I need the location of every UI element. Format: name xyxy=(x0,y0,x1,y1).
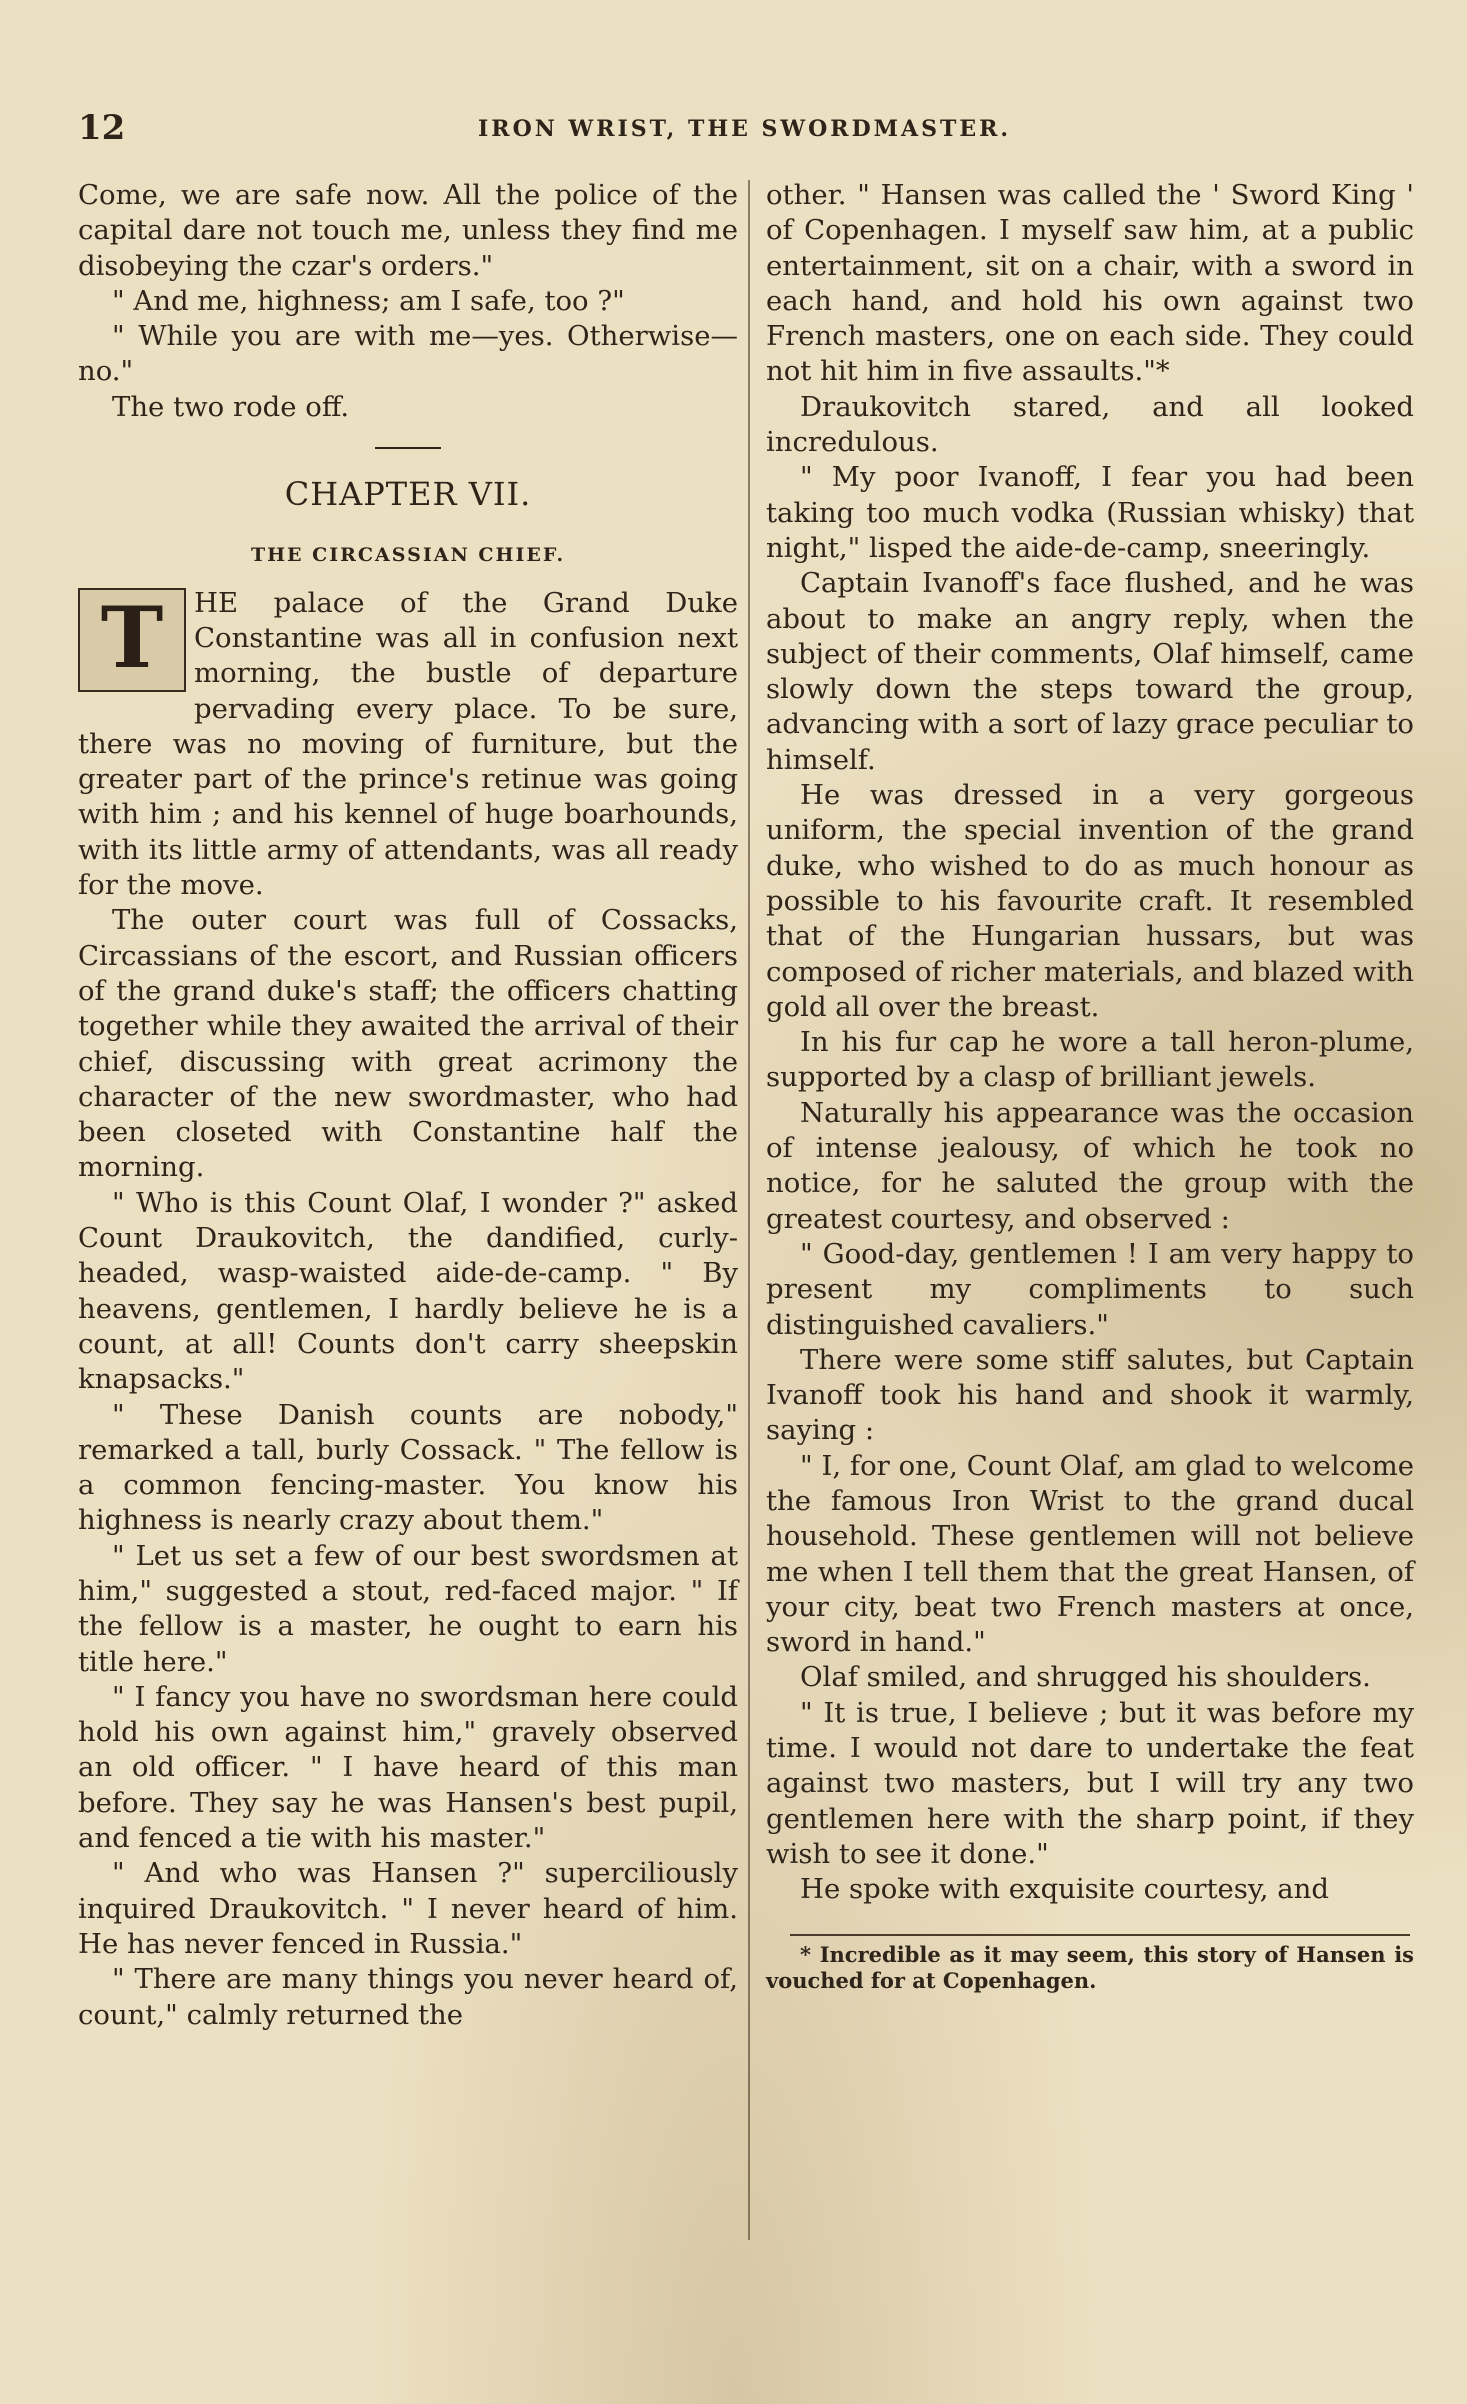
section-break-rule xyxy=(375,447,441,449)
paragraph: He spoke with exquisite courtesy, and xyxy=(800,1873,1329,1906)
paragraph: " These Danish counts are nobody," remarked a tall, burly Cossack. " The fellow is a common fencing-master. You know his highness is nearly crazy about them." xyxy=(78,1398,738,1537)
paragraph: Captain Ivanoff's face flushed, and he was about to make an angry reply, when the subject of their comments, Olaf himself, came slowly down the steps toward the group, advancing with a sort of lazy grace peculiar to himself. xyxy=(766,567,1414,776)
paragraph: " And me, highness; am I safe, too ?" xyxy=(112,284,625,317)
paragraph: He was dressed in a very gorgeous uniform, the special invention of the grand duke, who wished to do as much honour as possible to his favourite craft. It resembled that of the Hungarian hussars, but was composed of richer materials, and blazed with gold all over the breast. xyxy=(766,779,1414,1023)
paragraph: Naturally his appearance was the occasion of intense jealousy, of which he took no notice, for he saluted the group with the greatest courtesy, and observed : xyxy=(766,1096,1414,1235)
opening-text: HE palace of the Grand Duke Constantine was all in confusion next morning, the bustle of departure pervading every place. To be sure, there was no moving of furniture, but the greater part of the prince's retinue was going with him ; and his kennel of huge boarhounds, with its little army of attendants, was all ready for the move. xyxy=(78,586,738,902)
paragraph: The outer court was full of Cossacks, Circassians of the escort, and Russian officers of the grand duke's staff; the officers chatting together while they awaited the arrival of their chief, discussing with great acrimony the character of the new swordmaster, who had been closeted with Constantine half the morning. xyxy=(78,904,738,1184)
chapter-opening-paragraph xyxy=(78,586,738,904)
footnote: * Incredible as it may seem, this story of Hansen is vouched for at Copenhagen. xyxy=(766,1941,1414,1993)
chapter-title: CHAPTER VII. xyxy=(284,475,532,514)
paragraph: " I, for one, Count Olaf, am glad to welcome the famous Iron Wrist to the grand ducal household. These gentlemen will not believe me when I tell them that the great Hansen, of your city, beat two French masters at once, sword in hand." xyxy=(766,1449,1414,1659)
paragraph: " While you are with me—yes. Otherwise—no." xyxy=(78,320,738,388)
paragraph: Olaf smiled, and shrugged his shoulders. xyxy=(800,1661,1371,1694)
page-header xyxy=(78,108,1398,148)
paragraph: " My poor Ivanoff, I fear you had been taking too much vodka (Russian whisky) that night," lisped the aide-de-camp, sneeringly. xyxy=(766,461,1414,564)
paragraph: " And who was Hansen ?" superciliously inquired Draukovitch. " I never heard of him. He has never fenced in Russia." xyxy=(78,1857,738,1960)
paragraph: " Who is this Count Olaf, I wonder ?" asked Count Draukovitch, the dandified, curly-headed, wasp-waisted aide-de-camp. " By heavens, gentlemen, I hardly believe he is a count, at all! Counts don't carry sheepskin knapsacks." xyxy=(78,1186,738,1396)
paragraph: " Good-day, gentlemen ! I am very happy to present my compliments to such distinguished cavaliers." xyxy=(766,1237,1414,1341)
paragraph: " I fancy you have no swordsman here could hold his own against him," gravely observed an old officer. " I have heard of this man before. They say he was Hansen's best pupil, and fenced a tie with his master." xyxy=(78,1680,738,1855)
left-column xyxy=(78,178,738,2033)
paragraph: The two rode off. xyxy=(112,390,350,423)
paragraph: " There are many things you never heard of, count," calmly returned the xyxy=(78,1963,738,2031)
paragraph: " It is true, I believe ; but it was before my time. I would not dare to undertake the feat against two masters, but I will try any two gentlemen here with the sharp point, if they wish to see it done." xyxy=(766,1696,1414,1870)
footnote-rule xyxy=(790,1934,1410,1936)
running-title: IRON WRIST, THE SWORDMASTER. xyxy=(478,116,1012,142)
paragraph: Draukovitch stared, and all looked incredulous. xyxy=(766,390,1414,459)
paragraph: " Let us set a few of our best swordsmen at him," suggested a stout, red-faced major. " If the fellow is a master, he ought to earn his title here." xyxy=(78,1539,738,1678)
paragraph: other. " Hansen was called the ' Sword King ' of Copenhagen. I myself saw him, at a public entertainment, sit on a chair, with a sword in each hand, and hold his own against two French masters, one on each side. They could not hit him in five assaults."* xyxy=(766,179,1414,388)
column-divider xyxy=(748,180,750,2240)
drop-cap: T xyxy=(78,588,186,692)
paragraph: There were some stiff salutes, but Captain Ivanoff took his hand and shook it warmly, saying : xyxy=(766,1343,1414,1447)
paragraph: In his fur cap he wore a tall heron-plume, supported by a clasp of brilliant jewels. xyxy=(766,1026,1414,1094)
paragraph: Come, we are safe now. All the police of the capital dare not touch me, unless they find me disobeying the czar's orders." xyxy=(78,179,738,282)
page-number: 12 xyxy=(78,108,126,148)
right-column xyxy=(766,178,1414,1994)
chapter-subtitle: THE CIRCASSIAN CHIEF. xyxy=(250,544,566,567)
